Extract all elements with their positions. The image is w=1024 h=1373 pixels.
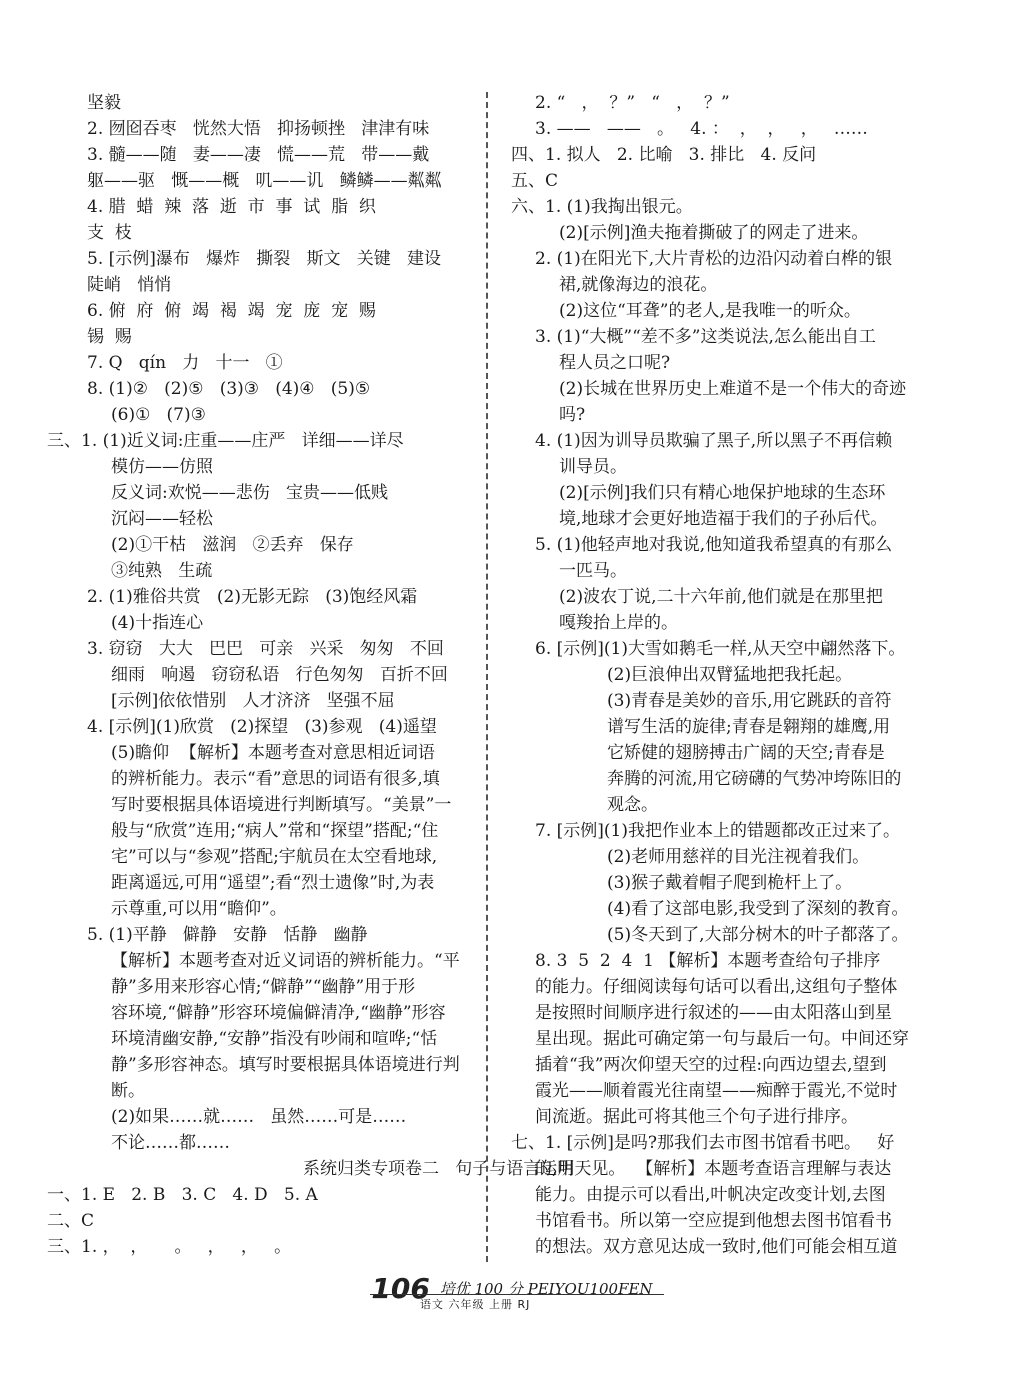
text-line: 系统归类专项卷二 句子与语言运用 <box>303 1159 575 1179</box>
text-line: 细雨 响遏 窃窃私语 行色匆匆 百折不回 <box>111 665 448 685</box>
text-line: 沉闷——轻松 <box>111 509 213 529</box>
text-line: (4)看了这部电影,我受到了深刻的教育。 <box>607 899 909 919</box>
text-line: (2)波农丁说,二十六年前,他们就是在那里把 <box>559 587 883 607</box>
text-line: 躯——驱 慨——概 叽——讥 鳞鳞——粼粼 <box>87 171 442 191</box>
text-line: 6. 俯 府 俯 竭 褐 竭 宠 庞 宠 赐 <box>87 301 376 321</box>
text-line: 的想法。双方意见达成一致时,他们可能会相互道 <box>535 1237 898 1257</box>
text-line: 距离遥远,可用“遥望”;看“烈士遗像”时,为表 <box>111 873 435 893</box>
text-line: 断。 <box>111 1081 145 1101</box>
text-line: (2)[示例]渔夫拖着撕破了的网走了进来。 <box>559 223 869 243</box>
text-line: 7. Q qín 力 十一 ① <box>87 353 283 373</box>
text-line: 间流逝。据此可将其他三个句子进行排序。 <box>535 1107 858 1127</box>
text-line: 程人员之口呢? <box>559 353 671 373</box>
text-line: 插着“我”两次仰望天空的过程:向西边望去,望到 <box>535 1055 887 1075</box>
column-divider <box>486 92 488 1262</box>
text-line: 谱写生活的旋律;青春是翱翔的雄鹰,用 <box>607 717 891 737</box>
footer-brand: 培优 100 分 PEIYOU100FEN <box>439 1280 653 1298</box>
text-line: [示例]依依惜别 人才济济 坚强不屈 <box>111 691 395 711</box>
text-line: (2)[示例]我们只有精心地保护地球的生态环 <box>559 483 886 503</box>
text-line: 4. [示例](1)欣赏 (2)探望 (3)参观 (4)遥望 <box>87 717 437 737</box>
footer-meta: 语文 六年级 上册 RJ <box>420 1298 531 1311</box>
text-line: 的能力。仔细阅读每句话可以看出,这组句子整体 <box>535 977 898 997</box>
text-line: 它矫健的翅膀搏击广阔的天空;青春是 <box>607 743 885 763</box>
text-line: 8. (1)② (2)⑤ (3)③ (4)④ (5)⑤ <box>87 379 371 399</box>
text-line: 2. 囫囵吞枣 恍然大悟 抑扬顿挫 津津有味 <box>87 119 430 139</box>
text-line: 的,明天见。 【解析】本题考查语言理解与表达 <box>535 1159 892 1179</box>
text-line: 环境清幽安静,“安静”指没有吵闹和喧哗;“恬 <box>111 1029 438 1049</box>
right-column <box>511 90 931 1260</box>
text-line: (3)青春是美妙的音乐,用它跳跃的音符 <box>607 691 892 711</box>
text-line: 的辨析能力。表示“看”意思的词语有很多,填 <box>111 769 440 789</box>
text-line: 坚毅 <box>87 93 121 113</box>
text-line: 2. (1)在阳光下,大片青松的边沿闪动着白桦的银 <box>535 249 893 269</box>
text-line: 4. 腊 蜡 辣 落 逝 市 事 试 脂 织 <box>87 197 376 217</box>
text-line: 4. (1)因为训导员欺骗了黑子,所以黑子不再信赖 <box>535 431 893 451</box>
text-line: 7. [示例](1)我把作业本上的错题都改正过来了。 <box>535 821 900 841</box>
text-line: 三、1. ， ， 。 ， ， 。 <box>47 1237 292 1257</box>
text-line: 5. (1)平静 僻静 安静 恬静 幽静 <box>87 925 368 945</box>
text-line: 3. (1)“大概”“差不多”这类说法,怎么能出自工 <box>535 327 876 347</box>
page-footer <box>0 1272 1024 1311</box>
text-line: 模仿——仿照 <box>111 457 213 477</box>
text-line: 3. —— —— 。 4. ： ， ， ， …… <box>535 119 868 139</box>
text-line: (4)十指连心 <box>111 613 204 633</box>
footer-rule <box>370 1294 664 1295</box>
text-line: 不论……都…… <box>111 1133 230 1153</box>
text-line: (2)这位“耳聋”的老人,是我唯一的听众。 <box>559 301 861 321</box>
text-line: 三、1. (1)近义词:庄重——庄严 详细——详尽 <box>47 431 404 451</box>
text-line: (5)瞻仰 【解析】本题考查对意思相近词语 <box>111 743 435 763</box>
text-line: ③纯熟 生疏 <box>111 561 213 581</box>
text-line: 境,地球才会更好地造福于我们的子孙后代。 <box>559 509 888 529</box>
text-line: 一、1. E 2. B 3. C 4. D 5. A <box>47 1185 318 1205</box>
text-line: 六、1. (1)我掏出银元。 <box>511 197 693 217</box>
text-line: 陡峭 悄悄 <box>87 275 172 295</box>
text-line: 【解析】本题考查对近义词语的辨析能力。“平 <box>111 951 460 971</box>
text-line: 2. “ ， ？” “ ， ？” <box>535 93 730 113</box>
text-line: 裙,就像海边的浪花。 <box>559 275 718 295</box>
text-line: 6. [示例](1)大雪如鹅毛一样,从天空中翩然落下。 <box>535 639 906 659</box>
page-number: 106 <box>371 1272 430 1305</box>
text-line: 5. [示例]瀑布 爆炸 撕裂 斯文 关键 建设 <box>87 249 441 269</box>
text-line: 四、1. 拟人 2. 比喻 3. 排比 4. 反问 <box>511 145 817 165</box>
text-line: (5)冬天到了,大部分树木的叶子都落了。 <box>607 925 909 945</box>
text-line: (3)猴子戴着帽子爬到桅杆上了。 <box>607 873 853 893</box>
text-line: 容环境,“僻静”形容环境偏僻清净,“幽静”形容 <box>111 1003 446 1023</box>
text-line: 写时要根据具体语境进行判断填写。“美景”一 <box>111 795 452 815</box>
text-line: 训导员。 <box>559 457 627 477</box>
text-line: 3. 窃窃 大大 巴巴 可亲 兴采 匆匆 不回 <box>87 639 444 659</box>
text-line: 一匹马。 <box>559 561 627 581</box>
text-line: 静”多形容神态。填写时要根据具体语境进行判 <box>111 1055 460 1075</box>
text-line: 能力。由提示可以看出,叶帆决定改变计划,去图 <box>535 1185 886 1205</box>
text-line: 锡 赐 <box>87 327 132 347</box>
text-line: 观念。 <box>607 795 658 815</box>
text-line: 是按照时间顺序进行叙述的——由太阳落山到星 <box>535 1003 892 1023</box>
text-line: 五、C <box>511 171 559 191</box>
text-line: 吗? <box>559 405 586 425</box>
text-line: 3. 髓——随 妻——凄 慌——荒 带——戴 <box>87 145 430 165</box>
text-line: 二、C <box>47 1211 95 1231</box>
text-line: 5. (1)他轻声地对我说,他知道我希望真的有那么 <box>535 535 893 555</box>
text-line: 星出现。据此可确定第一句与最后一句。中间还穿 <box>535 1029 909 1049</box>
text-line: 书馆看书。所以第一空应提到他想去图书馆看书 <box>535 1211 892 1231</box>
text-line: (2)老师用慈祥的目光注视着我们。 <box>607 847 870 867</box>
text-line: 示尊重,可以用“瞻仰”。 <box>111 899 287 919</box>
text-line: (2)巨浪伸出双臂猛地把我托起。 <box>607 665 853 685</box>
text-line: 8. 3 5 2 4 1 【解析】本题考查给句子排序 <box>535 951 881 971</box>
text-line: 七、1. [示例]是吗?那我们去市图书馆看书吧。 好 <box>511 1133 895 1153</box>
text-line: 嘎羧抬上岸的。 <box>559 613 678 633</box>
text-line: 静”多用来形容心情;“僻静”“幽静”用于形 <box>111 977 416 997</box>
text-line: (2)长城在世界历史上难道不是一个伟大的奇迹 <box>559 379 907 399</box>
text-line: 支 枝 <box>87 223 132 243</box>
text-line: 霞光——顺着霞光往南望——痴醉于霞光,不觉时 <box>535 1081 898 1101</box>
text-line: (2)①干枯 滋润 ②丢弃 保存 <box>111 535 354 555</box>
text-line: (2)如果……就…… 虽然……可是…… <box>111 1107 407 1127</box>
text-line: 般与“欣赏”连用;“病人”常和“探望”搭配;“住 <box>111 821 439 841</box>
text-line: (6)① (7)③ <box>111 405 206 425</box>
text-line: 2. (1)雅俗共赏 (2)无影无踪 (3)饱经风霜 <box>87 587 418 607</box>
text-line: 奔腾的河流,用它磅礴的气势冲垮陈旧的 <box>607 769 902 789</box>
text-line: 宅”可以与“参观”搭配;宇航员在太空看地球, <box>111 847 438 867</box>
text-line: 反义词:欢悦——悲伤 宝贵——低贱 <box>111 483 388 503</box>
